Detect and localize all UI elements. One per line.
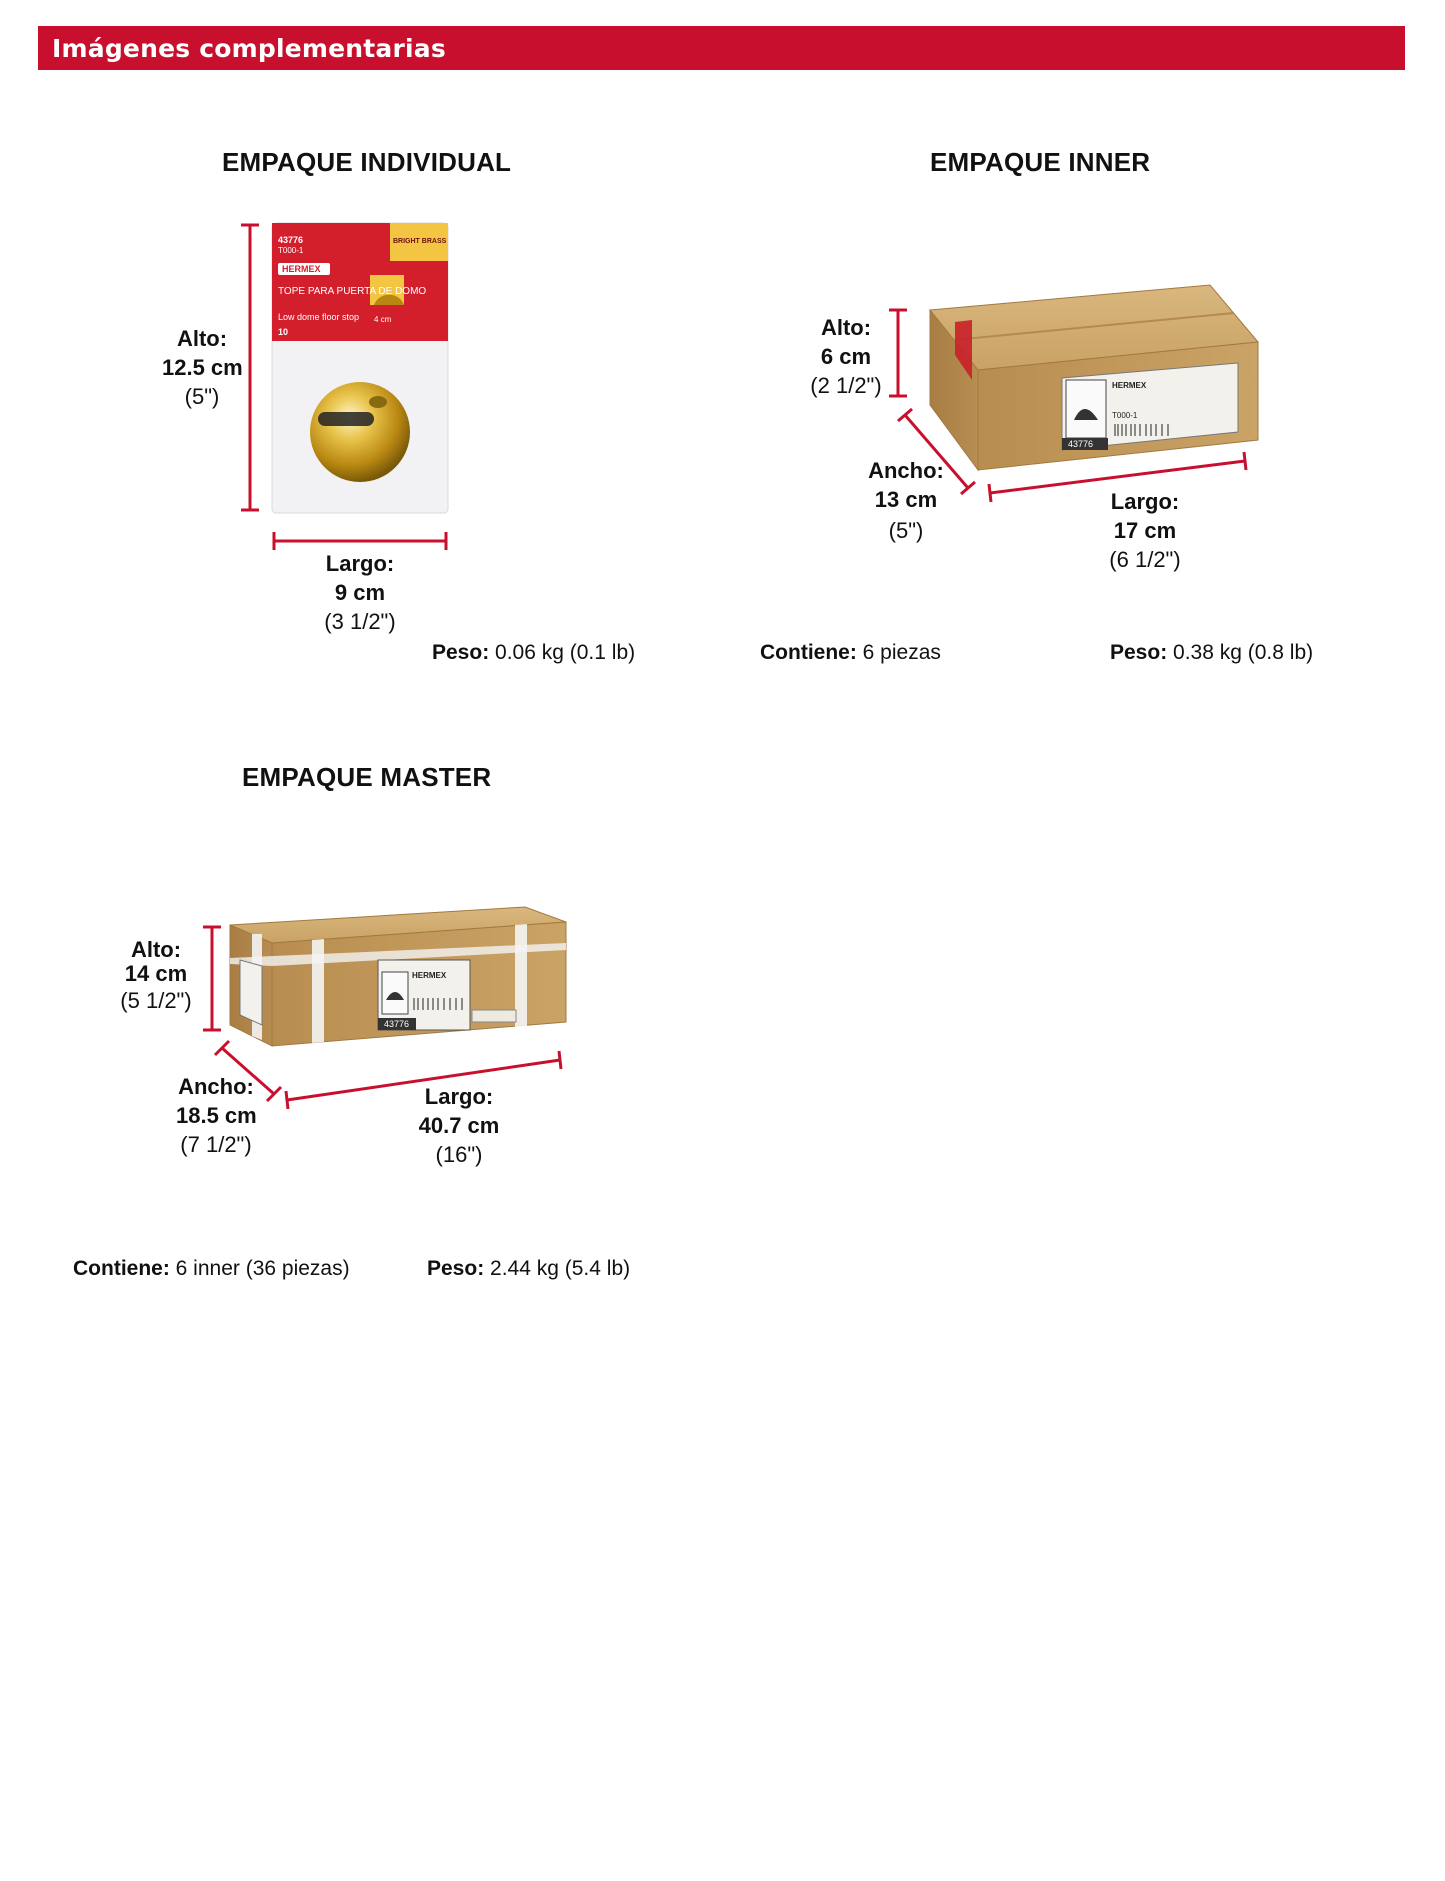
- door-stop-dome: [310, 382, 410, 482]
- inner-alto-label: Alto:: [820, 315, 872, 340]
- master-peso-value: 2.44 kg (5.4 lb): [490, 1257, 631, 1280]
- individual-peso: [432, 641, 635, 665]
- master-contiene-label: Contiene:: [73, 1257, 170, 1280]
- individual-alto-label: Alto:: [176, 326, 228, 351]
- master-alto-dimension: [116, 938, 196, 1016]
- master-alto-value: 14 cm: [124, 961, 188, 986]
- master-largo-value: 40.7 cm: [418, 1113, 500, 1138]
- blister-code-text: 43776: [278, 235, 304, 245]
- master-peso-label: Peso:: [427, 1257, 485, 1280]
- blister-product-en-text: Low dome floor stop: [278, 312, 360, 322]
- blister-brand-text: HERMEX: [282, 264, 321, 274]
- blister-product-text: TOPE PARA PUERTA DE DOMO: [278, 286, 427, 297]
- inner-largo-label: Largo:: [1110, 489, 1180, 514]
- inner-peso: [1110, 641, 1313, 665]
- inner-ancho-dimension: [866, 456, 946, 545]
- inner-title: EMPAQUE INNER: [930, 147, 1151, 177]
- master-ancho-imperial: (7 1/2"): [180, 1132, 252, 1157]
- master-peso: [427, 1257, 630, 1281]
- blister-pack-image: [272, 223, 448, 513]
- blister-warranty-text: 10: [278, 327, 289, 337]
- individual-peso-label: Peso:: [432, 641, 490, 664]
- blister-model-text: T000-1: [278, 246, 304, 255]
- master-ancho-dimension: [176, 1072, 256, 1159]
- inner-box-image: [930, 285, 1258, 470]
- inner-contiene-value: 6 piezas: [862, 641, 941, 664]
- individual-alto-dimension: [162, 324, 242, 411]
- inner-alto-imperial: (2 1/2"): [810, 373, 882, 398]
- individual-peso-value: 0.06 kg (0.1 lb): [495, 641, 636, 664]
- inner-box-brand-text: HERMEX: [1112, 381, 1147, 390]
- individual-largo-label: Largo:: [325, 551, 395, 576]
- section-header-title: Imágenes complementarias: [52, 34, 446, 63]
- inner-peso-label: Peso:: [1110, 641, 1168, 664]
- inner-largo-value: 17 cm: [1113, 518, 1177, 543]
- master-title: EMPAQUE MASTER: [242, 762, 492, 792]
- inner-peso-value: 0.38 kg (0.8 lb): [1173, 641, 1314, 664]
- individual-largo-value: 9 cm: [334, 580, 386, 605]
- master-contiene-value: 6 inner (36 piezas): [175, 1257, 350, 1280]
- inner-contiene-label: Contiene:: [760, 641, 857, 664]
- master-largo-label: Largo:: [424, 1084, 494, 1109]
- individual-alto-value: 12.5 cm: [162, 355, 243, 380]
- inner-ancho-label: Ancho:: [868, 458, 944, 483]
- inner-ancho-imperial: (5"): [888, 518, 924, 543]
- master-box-brand-text: HERMEX: [412, 971, 447, 980]
- master-ancho-value: 18.5 cm: [176, 1103, 257, 1128]
- inner-alto-dimension: [806, 313, 886, 400]
- individual-largo-imperial: (3 1/2"): [324, 609, 396, 634]
- individual-largo-dimension: [310, 549, 410, 636]
- individual-alto-imperial: (5"): [184, 384, 220, 409]
- inner-box-code-text: 43776: [1068, 439, 1094, 449]
- inner-contiene: [760, 641, 941, 665]
- blister-size-text: 4 cm: [374, 315, 392, 324]
- master-largo-dimension: [414, 1082, 504, 1169]
- blister-finish-text: BRIGHT BRASS: [393, 238, 447, 245]
- individual-title: EMPAQUE INDIVIDUAL: [222, 147, 512, 177]
- master-contiene: [73, 1257, 350, 1281]
- inner-box-model-text: T000-1: [1112, 411, 1138, 420]
- master-alto-label: Alto:: [130, 937, 182, 962]
- master-box-code-text: 43776: [384, 1019, 410, 1029]
- master-box-image: [230, 907, 566, 1046]
- inner-largo-dimension: [1105, 487, 1185, 574]
- inner-alto-value: 6 cm: [820, 344, 872, 369]
- inner-largo-imperial: (6 1/2"): [1109, 547, 1181, 572]
- master-alto-imperial: (5 1/2"): [120, 988, 192, 1013]
- master-largo-imperial: (16"): [435, 1142, 483, 1167]
- master-ancho-label: Ancho:: [178, 1074, 254, 1099]
- inner-ancho-value: 13 cm: [874, 487, 938, 512]
